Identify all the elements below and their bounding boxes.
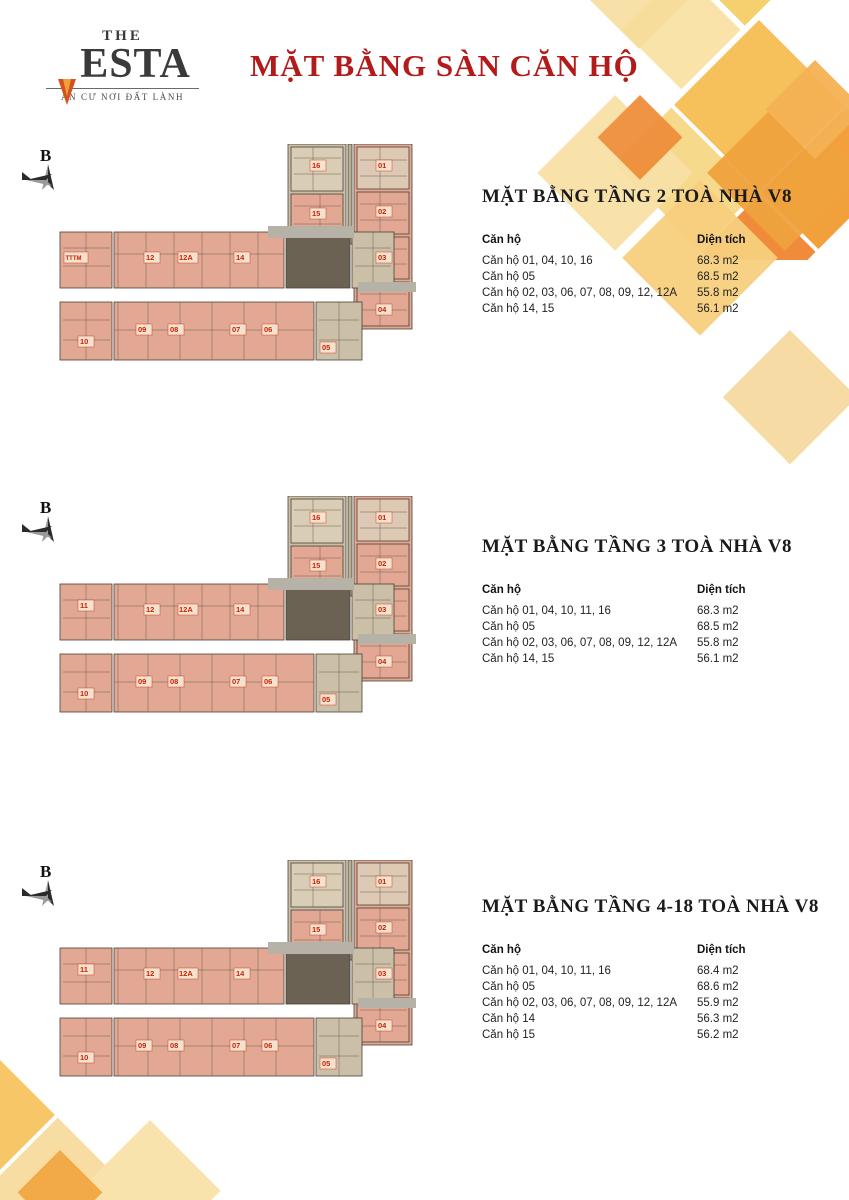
svg-text:12A: 12A [179,969,193,978]
svg-text:12: 12 [146,605,155,614]
floor-info-2 [482,186,807,317]
svg-text:06: 06 [264,1041,273,1050]
cell-area: 68.6 m2 [697,981,739,993]
svg-text:09: 09 [138,325,147,334]
table-row [482,651,807,667]
cell-area: 56.1 m2 [697,653,739,665]
table-row [482,285,807,301]
floor-section-3 [0,496,849,836]
cell-unit: Căn hộ 14, 15 [482,653,555,665]
svg-text:15: 15 [312,561,321,570]
column-header-area: Diện tích [697,234,746,246]
svg-text:16: 16 [312,161,321,170]
svg-text:12A: 12A [179,605,193,614]
table-row [482,269,807,285]
table-row [482,995,807,1011]
compass-label: B [40,146,52,165]
floor-section-4-18 [0,854,849,1194]
cell-area: 55.8 m2 [697,287,739,299]
table-header-row [482,234,807,253]
cell-area: 68.3 m2 [697,605,739,617]
table-header-row [482,584,807,603]
svg-text:14: 14 [236,605,245,614]
svg-text:08: 08 [170,325,179,334]
svg-text:07: 07 [232,1041,241,1050]
svg-text:14: 14 [236,969,245,978]
brand-name [40,43,205,85]
svg-text:03: 03 [378,969,387,978]
brand-the: THE [102,28,143,44]
page-title: MẶT BẰNG SÀN CĂN HỘ [250,48,639,83]
floor-plan-drawing-3 [58,496,458,756]
svg-text:02: 02 [378,559,387,568]
svg-text:04: 04 [378,1021,387,1030]
cell-unit: Căn hộ 01, 04, 10, 16 [482,255,593,267]
svg-text:05: 05 [322,1059,331,1068]
svg-text:16: 16 [312,513,321,522]
cell-area: 68.5 m2 [697,621,739,633]
floor-title: MẶT BẰNG TẦNG 4-18 TOÀ NHÀ V8 [482,896,819,917]
table-row [482,253,807,269]
cell-area: 56.2 m2 [697,1029,739,1041]
floor-title: MẶT BẰNG TẦNG 3 TOÀ NHÀ V8 [482,536,793,557]
svg-text:11: 11 [80,601,88,610]
svg-text:05: 05 [322,343,331,352]
svg-text:14: 14 [236,253,245,262]
compass-label: B [40,862,52,881]
cell-unit: Căn hộ 15 [482,1029,536,1041]
svg-text:11: 11 [80,965,88,974]
cell-unit: Căn hộ 05 [482,271,536,283]
cell-unit: Căn hộ 05 [482,981,536,993]
cell-unit: Căn hộ 14 [482,1013,536,1025]
table-row [482,635,807,651]
svg-text:09: 09 [138,1041,147,1050]
svg-text:15: 15 [312,209,321,218]
cell-area: 68.5 m2 [697,271,739,283]
column-header-area: Diện tích [697,944,746,956]
cell-unit: Căn hộ 05 [482,621,536,633]
floor-info-4-18 [482,896,819,1043]
svg-text:02: 02 [378,207,387,216]
column-header-unit: Căn hộ [482,944,521,956]
floor-section-2 [0,138,849,478]
cell-unit: Căn hộ 02, 03, 06, 07, 08, 09, 12, 12A [482,637,678,649]
cell-area: 56.3 m2 [697,1013,739,1025]
svg-text:05: 05 [322,695,331,704]
svg-text:06: 06 [264,677,273,686]
cell-area: 55.8 m2 [697,637,739,649]
compass-label: B [40,498,52,517]
floor-plan-drawing-2 [58,144,458,404]
cell-area: 68.3 m2 [697,255,739,267]
svg-text:01: 01 [378,161,387,170]
apartment-area-table [482,944,807,1043]
table-row [482,1027,807,1043]
floor-plan-drawing-4-18 [58,860,458,1120]
svg-text:03: 03 [378,253,387,262]
table-header-row [482,944,807,963]
table-row [482,1011,807,1027]
page-header [0,0,849,130]
table-row [482,979,807,995]
svg-text:12A: 12A [179,253,193,262]
svg-text:15: 15 [312,925,321,934]
svg-text:10: 10 [80,689,89,698]
svg-text:10: 10 [80,337,89,346]
apartment-area-table [482,234,807,317]
floor-info-3 [482,536,807,667]
apartment-area-table [482,584,807,667]
column-header-unit: Căn hộ [482,584,521,596]
table-row [482,963,807,979]
svg-text:12: 12 [146,969,155,978]
table-row [482,301,807,317]
table-row [482,603,807,619]
svg-text:08: 08 [170,1041,179,1050]
svg-text:01: 01 [378,513,387,522]
svg-text:03: 03 [378,605,387,614]
svg-text:02: 02 [378,923,387,932]
cell-unit: Căn hộ 02, 03, 06, 07, 08, 09, 12, 12A [482,287,678,299]
svg-text:10: 10 [80,1053,89,1062]
cell-unit: Căn hộ 01, 04, 10, 11, 16 [482,965,611,977]
column-header-area: Diện tích [697,584,746,596]
svg-text:12: 12 [146,253,155,262]
svg-text:01: 01 [378,877,387,886]
svg-text:07: 07 [232,677,241,686]
svg-text:06: 06 [264,325,273,334]
svg-text:04: 04 [378,305,387,314]
column-header-unit: Căn hộ [482,234,521,246]
cell-area: 56.1 m2 [697,303,739,315]
floor-title: MẶT BẰNG TẦNG 2 TOÀ NHÀ V8 [482,186,793,207]
cell-unit: Căn hộ 14, 15 [482,303,555,315]
cell-unit: Căn hộ 02, 03, 06, 07, 08, 09, 12, 12A [482,997,678,1009]
svg-text:07: 07 [232,325,241,334]
svg-text:08: 08 [170,677,179,686]
brand-tagline: AN CƯ NƠI ĐẤT LÀNH [60,92,185,102]
cell-area: 55.9 m2 [697,997,739,1009]
cell-area: 68.4 m2 [697,965,739,977]
svg-text:TTTM: TTTM [65,256,82,262]
brand-logo [40,28,205,102]
brand-name-text: ESTA [80,41,191,87]
svg-text:09: 09 [138,677,147,686]
cell-unit: Căn hộ 01, 04, 10, 11, 16 [482,605,611,617]
svg-text:16: 16 [312,877,321,886]
table-row [482,619,807,635]
svg-text:04: 04 [378,657,387,666]
